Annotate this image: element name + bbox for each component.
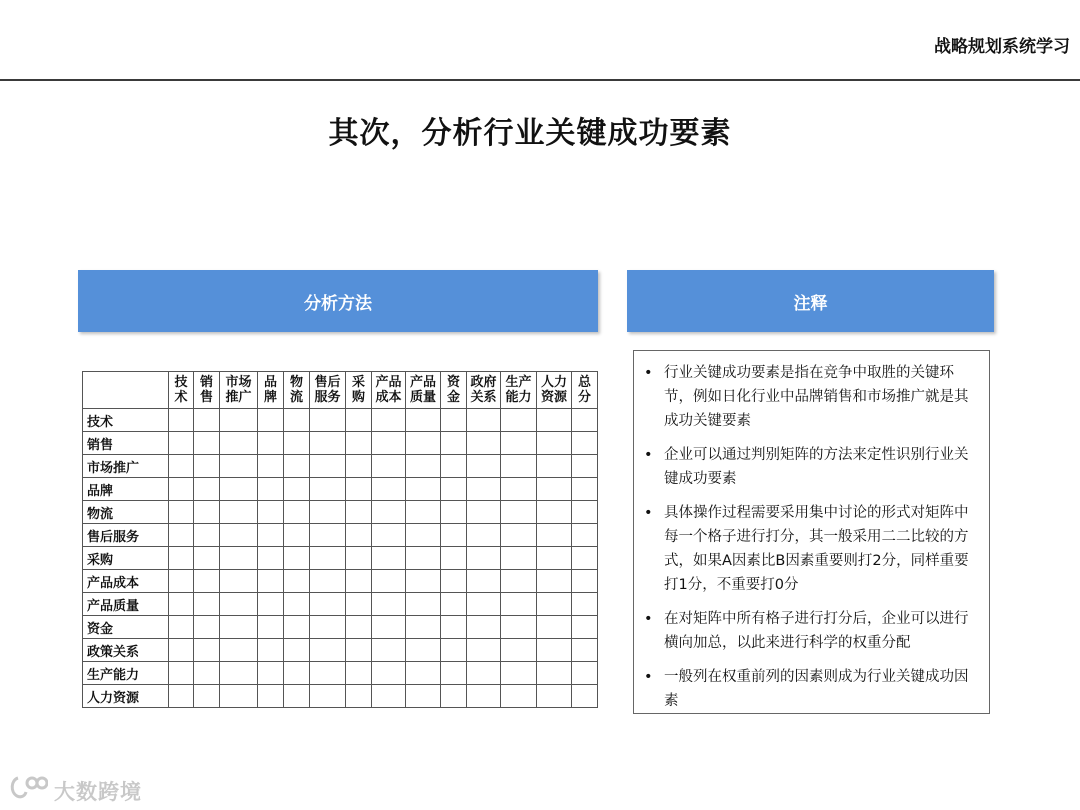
matrix-cell <box>441 639 467 662</box>
bullet-icon: • <box>644 365 653 381</box>
header-divider <box>0 79 1080 81</box>
matrix-column-header: 总分 <box>572 372 598 409</box>
matrix-cell <box>372 409 406 432</box>
matrix-cell <box>537 616 572 639</box>
matrix-column-header: 资金 <box>441 372 467 409</box>
matrix-row-label: 售后服务 <box>83 524 169 547</box>
matrix-cell <box>194 432 220 455</box>
matrix-column-header: 人力资源 <box>537 372 572 409</box>
matrix-cell <box>310 662 346 685</box>
matrix-cell <box>467 501 501 524</box>
matrix-row <box>83 685 598 708</box>
matrix-row-label: 政策关系 <box>83 639 169 662</box>
bullet-icon: • <box>644 505 653 521</box>
matrix-cell <box>258 432 284 455</box>
matrix-cell <box>372 593 406 616</box>
matrix-cell <box>406 409 441 432</box>
brand-logo-icon <box>8 774 48 807</box>
matrix-column-header: 品牌 <box>258 372 284 409</box>
matrix-cell <box>501 409 537 432</box>
matrix-row <box>83 547 598 570</box>
matrix-body <box>83 409 598 708</box>
matrix-cell <box>537 570 572 593</box>
matrix-cell <box>572 478 598 501</box>
matrix-cell <box>220 409 258 432</box>
matrix-cell <box>467 639 501 662</box>
matrix-cell <box>346 501 372 524</box>
matrix-cell <box>284 593 310 616</box>
matrix-cell <box>310 455 346 478</box>
matrix-cell <box>169 639 194 662</box>
matrix-column-header: 政府关系 <box>467 372 501 409</box>
matrix-row-label: 品牌 <box>83 478 169 501</box>
matrix-cell <box>220 478 258 501</box>
matrix-cell <box>284 455 310 478</box>
matrix-cell <box>537 524 572 547</box>
matrix-row <box>83 501 598 524</box>
matrix-cell <box>194 455 220 478</box>
matrix-cell <box>441 547 467 570</box>
matrix-cell <box>467 593 501 616</box>
matrix-cell <box>501 524 537 547</box>
matrix-cell <box>346 432 372 455</box>
matrix-cell <box>572 639 598 662</box>
matrix-cell <box>258 570 284 593</box>
matrix-cell <box>284 662 310 685</box>
matrix-cell <box>284 478 310 501</box>
matrix-row-label: 销售 <box>83 432 169 455</box>
matrix-cell <box>194 616 220 639</box>
matrix-cell <box>537 455 572 478</box>
matrix-cell <box>284 409 310 432</box>
note-text: 行业关键成功要素是指在竞争中取胜的关键环节，例如日化行业中品牌销售和市场推广就是其成功关键要素 <box>664 365 969 429</box>
matrix-cell <box>537 409 572 432</box>
matrix-cell <box>220 524 258 547</box>
matrix-column-header: 销售 <box>194 372 220 409</box>
matrix-row-label: 物流 <box>83 501 169 524</box>
matrix-cell <box>346 478 372 501</box>
matrix-row <box>83 662 598 685</box>
matrix-cell <box>372 547 406 570</box>
note-text: 一般列在权重前列的因素则成为行业关键成功因素 <box>664 669 969 709</box>
matrix-cell <box>572 662 598 685</box>
matrix-cell <box>169 547 194 570</box>
matrix-cell <box>406 616 441 639</box>
matrix-row <box>83 432 598 455</box>
matrix-cell <box>501 685 537 708</box>
matrix-cell <box>572 570 598 593</box>
matrix-cell <box>346 662 372 685</box>
matrix-header-row <box>83 372 598 409</box>
matrix-cell <box>346 685 372 708</box>
matrix-row-label: 资金 <box>83 616 169 639</box>
matrix-cell <box>372 685 406 708</box>
matrix-cell <box>501 570 537 593</box>
matrix-cell <box>406 455 441 478</box>
matrix-cell <box>220 501 258 524</box>
matrix-cell <box>441 524 467 547</box>
matrix-cell <box>501 593 537 616</box>
matrix-cell <box>572 616 598 639</box>
matrix-cell <box>169 432 194 455</box>
matrix-cell <box>284 432 310 455</box>
matrix-cell <box>310 639 346 662</box>
matrix-cell <box>284 639 310 662</box>
matrix-cell <box>467 478 501 501</box>
matrix-cell <box>372 639 406 662</box>
matrix-column-header: 生产能力 <box>501 372 537 409</box>
matrix-cell <box>441 685 467 708</box>
matrix-cell <box>258 524 284 547</box>
matrix-cell <box>284 547 310 570</box>
matrix-cell <box>406 685 441 708</box>
bullet-icon: • <box>644 611 653 627</box>
matrix-cell <box>310 501 346 524</box>
matrix-column-header: 产品质量 <box>406 372 441 409</box>
matrix-cell <box>467 662 501 685</box>
matrix-cell <box>346 570 372 593</box>
watermark <box>8 774 142 807</box>
matrix-cell <box>406 501 441 524</box>
note-item <box>640 501 977 597</box>
matrix-cell <box>169 570 194 593</box>
matrix-cell <box>572 593 598 616</box>
matrix-cell <box>441 593 467 616</box>
matrix-cell <box>372 501 406 524</box>
matrix-cell <box>441 570 467 593</box>
matrix-cell <box>501 616 537 639</box>
note-text: 在对矩阵中所有格子进行打分后，企业可以进行横向加总，以此来进行科学的权重分配 <box>664 611 969 651</box>
matrix-cell <box>372 455 406 478</box>
matrix-cell <box>346 409 372 432</box>
matrix-cell <box>537 547 572 570</box>
matrix-cell <box>467 547 501 570</box>
matrix-cell <box>310 432 346 455</box>
watermark-text: 大数跨境 <box>54 779 142 804</box>
matrix-cell <box>537 432 572 455</box>
matrix-cell <box>406 570 441 593</box>
matrix-cell <box>194 547 220 570</box>
matrix-cell <box>258 478 284 501</box>
matrix-cell <box>501 662 537 685</box>
matrix-cell <box>284 570 310 593</box>
matrix-cell <box>501 639 537 662</box>
note-item <box>640 607 977 655</box>
matrix-cell <box>406 639 441 662</box>
matrix-cell <box>467 409 501 432</box>
matrix-cell <box>467 432 501 455</box>
matrix-cell <box>284 501 310 524</box>
matrix-cell <box>220 685 258 708</box>
matrix-cell <box>467 616 501 639</box>
matrix-cell <box>406 478 441 501</box>
matrix-row <box>83 455 598 478</box>
matrix-cell <box>406 524 441 547</box>
matrix-row-label: 生产能力 <box>83 662 169 685</box>
matrix-cell <box>346 455 372 478</box>
matrix-cell <box>501 478 537 501</box>
matrix-cell <box>441 409 467 432</box>
matrix-cell <box>537 478 572 501</box>
matrix-cell <box>169 685 194 708</box>
matrix-cell <box>346 547 372 570</box>
matrix-cell <box>169 455 194 478</box>
bullet-icon: • <box>644 669 653 685</box>
matrix-cell <box>372 662 406 685</box>
matrix-cell <box>467 455 501 478</box>
matrix-cell <box>258 501 284 524</box>
matrix-cell <box>310 570 346 593</box>
matrix-cell <box>258 409 284 432</box>
matrix-cell <box>194 639 220 662</box>
matrix-cell <box>310 593 346 616</box>
matrix-cell <box>572 432 598 455</box>
matrix-column-header: 产品成本 <box>372 372 406 409</box>
matrix-column-header: 售后服务 <box>310 372 346 409</box>
matrix-cell <box>284 685 310 708</box>
matrix-corner-cell <box>83 372 169 409</box>
matrix-cell <box>310 409 346 432</box>
matrix-row <box>83 478 598 501</box>
matrix-cell <box>220 570 258 593</box>
matrix-row <box>83 524 598 547</box>
matrix-cell <box>169 524 194 547</box>
matrix-cell <box>169 478 194 501</box>
matrix-column-header: 采购 <box>346 372 372 409</box>
matrix-cell <box>194 570 220 593</box>
matrix-cell <box>537 593 572 616</box>
matrix-cell <box>406 662 441 685</box>
matrix-cell <box>169 593 194 616</box>
matrix-cell <box>441 432 467 455</box>
matrix-cell <box>372 616 406 639</box>
matrix-cell <box>537 501 572 524</box>
matrix-cell <box>258 662 284 685</box>
matrix-cell <box>572 501 598 524</box>
matrix-cell <box>258 593 284 616</box>
matrix-cell <box>501 547 537 570</box>
matrix-column-header: 技术 <box>169 372 194 409</box>
matrix-cell <box>310 547 346 570</box>
matrix-cell <box>284 524 310 547</box>
matrix-cell <box>169 409 194 432</box>
matrix-cell <box>220 639 258 662</box>
matrix-cell <box>441 616 467 639</box>
matrix-cell <box>441 662 467 685</box>
matrix-cell <box>194 501 220 524</box>
matrix-cell <box>406 432 441 455</box>
matrix-cell <box>572 455 598 478</box>
matrix-cell <box>572 547 598 570</box>
matrix-cell <box>310 478 346 501</box>
matrix-row <box>83 616 598 639</box>
matrix-cell <box>220 455 258 478</box>
matrix-cell <box>346 616 372 639</box>
matrix-cell <box>310 616 346 639</box>
matrix-cell <box>372 524 406 547</box>
matrix-cell <box>220 593 258 616</box>
matrix-cell <box>258 685 284 708</box>
matrix-cell <box>194 524 220 547</box>
matrix-column-header: 市场推广 <box>220 372 258 409</box>
matrix-row-label: 采购 <box>83 547 169 570</box>
matrix-cell <box>467 685 501 708</box>
matrix-cell <box>194 409 220 432</box>
note-text: 具体操作过程需要采用集中讨论的形式对矩阵中每一个格子进行打分，其一般采用二二比较的方式，如果A因素比B因素重要则打2分，同样重要打1分，不重要打0分 <box>664 505 969 593</box>
matrix-row-label: 人力资源 <box>83 685 169 708</box>
matrix-row-label: 产品成本 <box>83 570 169 593</box>
matrix-cell <box>310 685 346 708</box>
matrix-row <box>83 409 598 432</box>
matrix-cell <box>572 524 598 547</box>
matrix-row-label: 技术 <box>83 409 169 432</box>
matrix-cell <box>406 593 441 616</box>
matrix-cell <box>169 662 194 685</box>
matrix-row <box>83 570 598 593</box>
matrix-cell <box>220 662 258 685</box>
matrix-cell <box>537 685 572 708</box>
note-item <box>640 665 977 713</box>
matrix-row-label: 市场推广 <box>83 455 169 478</box>
matrix-row <box>83 593 598 616</box>
matrix-row-label: 产品质量 <box>83 593 169 616</box>
matrix-cell <box>572 409 598 432</box>
matrix-cell <box>372 432 406 455</box>
matrix-cell <box>441 501 467 524</box>
matrix-cell <box>194 593 220 616</box>
matrix-cell <box>284 616 310 639</box>
matrix-cell <box>258 547 284 570</box>
header-title: 战略规划系统学习 <box>934 37 1070 57</box>
matrix-cell <box>169 616 194 639</box>
bullet-icon: • <box>644 447 653 463</box>
matrix-cell <box>310 524 346 547</box>
notes-box <box>633 350 990 714</box>
analysis-method-header: 分析方法 <box>78 270 598 332</box>
notes-list <box>640 361 977 713</box>
matrix-cell <box>346 593 372 616</box>
matrix-cell <box>501 455 537 478</box>
matrix-cell <box>501 501 537 524</box>
matrix-cell <box>441 478 467 501</box>
matrix-cell <box>572 685 598 708</box>
matrix-cell <box>258 455 284 478</box>
matrix-cell <box>169 501 194 524</box>
matrix-cell <box>346 524 372 547</box>
matrix-row <box>83 639 598 662</box>
matrix-cell <box>194 478 220 501</box>
note-item <box>640 443 977 491</box>
judgment-matrix <box>82 371 598 708</box>
matrix-cell <box>258 639 284 662</box>
note-text: 企业可以通过判别矩阵的方法来定性识别行业关键成功要素 <box>664 447 969 487</box>
matrix-cell <box>467 570 501 593</box>
matrix-column-header: 物流 <box>284 372 310 409</box>
matrix-cell <box>220 432 258 455</box>
matrix-cell <box>194 685 220 708</box>
note-item <box>640 361 977 433</box>
matrix-cell <box>220 616 258 639</box>
notes-header: 注释 <box>627 270 994 332</box>
matrix-cell <box>537 662 572 685</box>
matrix-cell <box>346 639 372 662</box>
matrix-cell <box>372 478 406 501</box>
matrix-cell <box>194 662 220 685</box>
matrix-cell <box>258 616 284 639</box>
matrix-cell <box>441 455 467 478</box>
matrix-cell <box>537 639 572 662</box>
matrix-cell <box>467 524 501 547</box>
slide-title: 其次，分析行业关键成功要素 <box>328 116 732 151</box>
matrix-cell <box>372 570 406 593</box>
matrix-cell <box>501 432 537 455</box>
matrix-cell <box>406 547 441 570</box>
matrix-cell <box>220 547 258 570</box>
